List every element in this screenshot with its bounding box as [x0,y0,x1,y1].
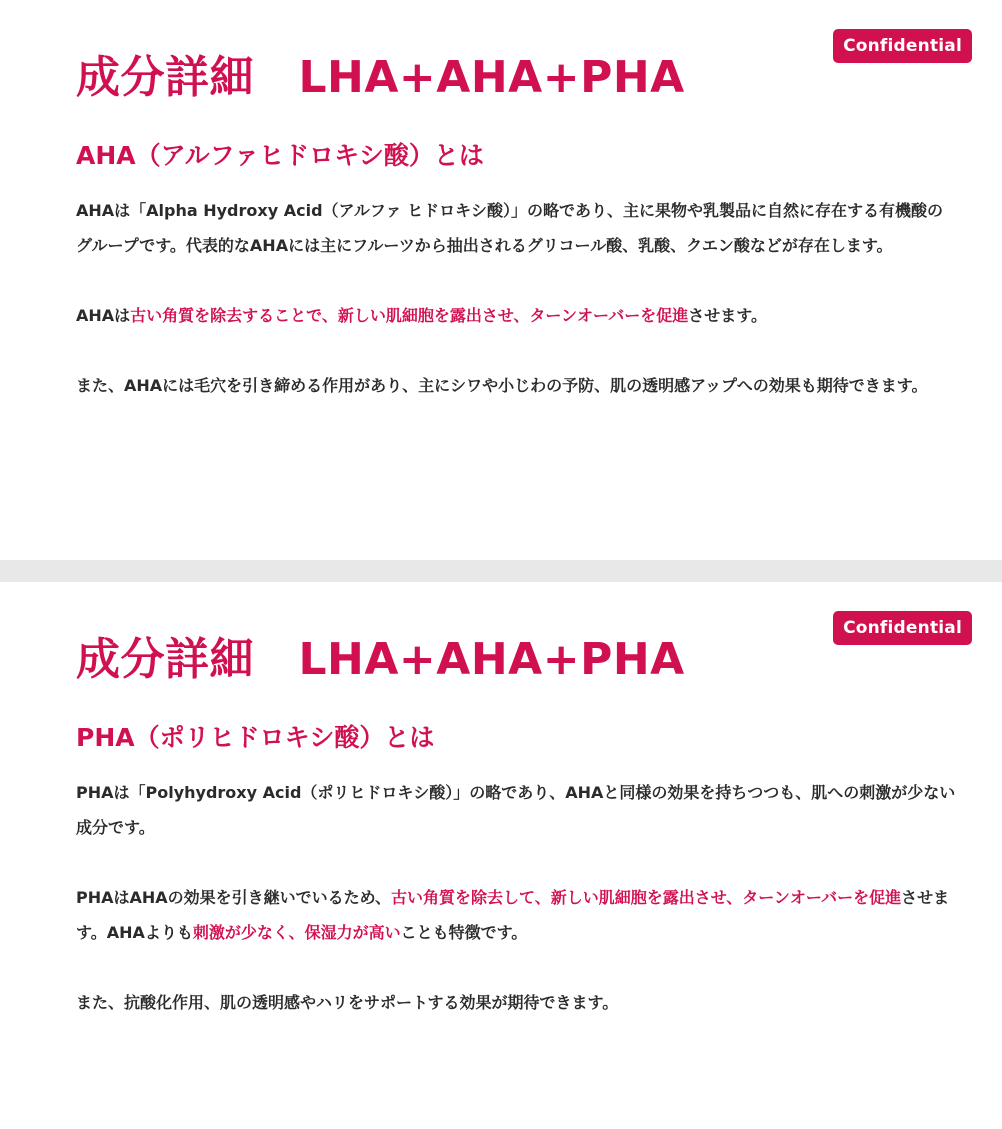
slide-title: 成分詳細 LHA+AHA+PHA [76,52,685,103]
paragraph-text: させます。 [688,306,767,325]
paragraph-effect [76,880,956,950]
slide-pha [0,582,1002,1129]
highlighted-text: 古い角質を除去して、新しい肌細胞を露出させ、ターンオーバーを促進 [391,888,902,907]
paragraph-text: PHAは「Polyhydroxy Acid（ポリヒドロキシ酸）」の略であり、AHAと同様の効果を持ちつつも、肌への刺激が少ない成分です。 [76,783,956,837]
highlighted-text: 古い角質を除去することで、新しい肌細胞を露出させ、ターンオーバーを促進 [130,306,689,325]
paragraph-definition [76,775,956,845]
slide-title: 成分詳細 LHA+AHA+PHA [76,634,685,685]
paragraph-text: AHAは「Alpha Hydroxy Acid（アルファ ヒドロキシ酸）」の略であり、主に果物や乳製品に自然に存在する有機酸のグループです。代表的なAHAには主にフルーツから抽出されるグリコール酸、乳酸、クエン酸などが存在します。 [76,201,943,255]
highlighted-text: 刺激が少なく、保湿力が高い [192,923,401,942]
paragraph-text: また、抗酸化作用、肌の透明感やハリをサポートする効果が期待できます。 [76,993,619,1012]
paragraph-text: ことも特徴です。 [400,923,528,942]
paragraph-text: AHAは [76,306,131,325]
paragraph-effect [76,298,956,333]
section-heading: PHA（ポリヒドロキシ酸）とは [76,723,435,752]
confidential-badge: Confidential [833,29,972,63]
paragraph-additional [76,985,956,1020]
confidential-badge: Confidential [833,611,972,645]
slide-body [76,193,956,438]
paragraph-text: また、AHAには毛穴を引き締める作用があり、主にシワや小じわの予防、肌の透明感アップへの効果も期待できます。 [76,376,928,395]
paragraph-definition [76,193,956,263]
slide-body [76,775,956,1055]
paragraph-text: PHAはAHAの効果を引き継いでいるため、 [76,888,392,907]
section-heading: AHA（アルファヒドロキシ酸）とは [76,141,484,170]
paragraph-additional [76,368,956,403]
paragraph-text: させます。AHAよりも [76,888,950,942]
slide-aha [0,0,1002,560]
